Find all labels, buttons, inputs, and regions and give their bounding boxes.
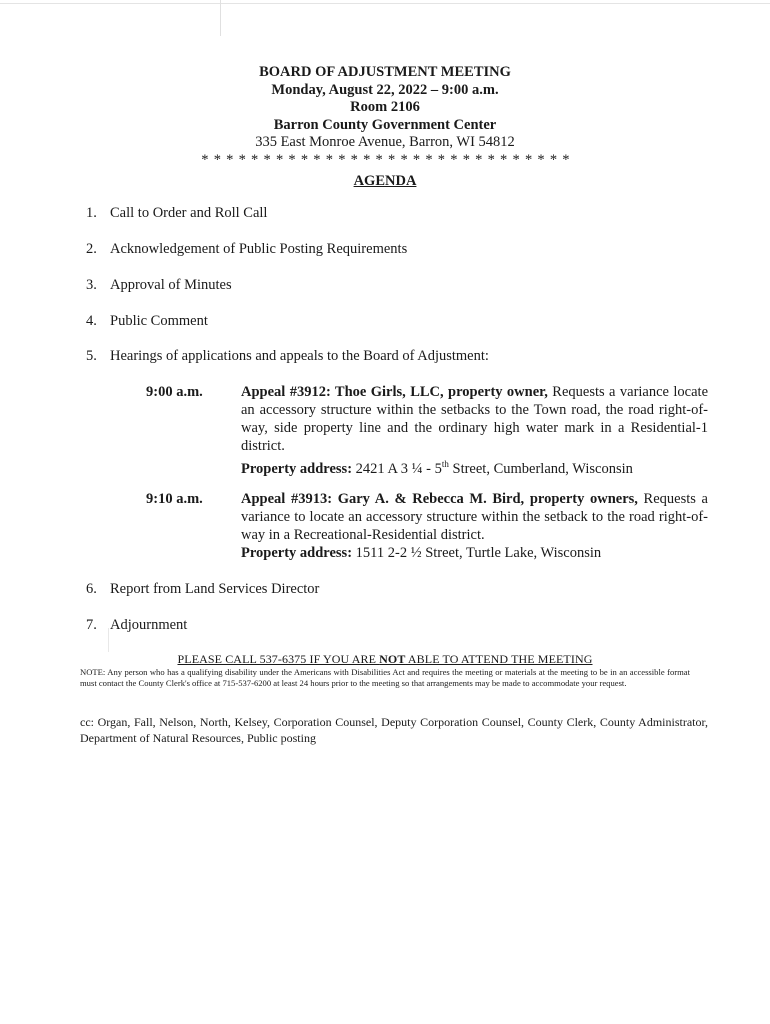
- hearing-text: Requests a variance locate an accessory structure within the setbacks to the Town road, the road right-of-way, side property line and the ordinary high water mark in a Residential-1 district.: [241, 384, 708, 454]
- item-number: 4.: [86, 313, 97, 329]
- property-value: 2421 A 3 ¼ - 5: [352, 460, 442, 477]
- hearing-entry: [146, 383, 708, 478]
- hearing-heading: Appeal #3912: Thoe Girls, LLC, property owner,: [241, 384, 548, 400]
- meeting-building: Barron County Government Center: [273, 116, 497, 133]
- scan-top-edge: [0, 3, 770, 4]
- item-text: Approval of Minutes: [110, 277, 232, 293]
- hearing-description: [241, 490, 708, 544]
- meeting-header: [0, 64, 770, 191]
- meeting-address: 335 East Monroe Avenue, Barron, WI 54812: [255, 134, 515, 150]
- item-text: Adjournment: [110, 617, 188, 633]
- property-address: [241, 455, 708, 478]
- hearing-time: 9:10 a.m.: [146, 491, 203, 507]
- property-address: [241, 544, 708, 562]
- hearing-description: [241, 383, 708, 455]
- item-number: 1.: [86, 205, 97, 221]
- agenda-item: [86, 347, 489, 365]
- ordinal-suffix: th: [441, 459, 449, 469]
- property-label: Property address:: [241, 460, 353, 477]
- property-value: 1511 2-2 ½ Street, Turtle Lake, Wisconsin: [352, 545, 602, 561]
- item-text: Acknowledgement of Public Posting Requirements: [110, 241, 408, 257]
- item-text: Report from Land Services Director: [110, 581, 320, 597]
- hearing-entry: [146, 490, 708, 562]
- scan-mark: [108, 628, 109, 652]
- item-number: 7.: [86, 617, 97, 633]
- meeting-room: Room 2106: [350, 99, 420, 115]
- agenda-heading: AGENDA: [353, 173, 417, 189]
- agenda-item: [86, 204, 267, 222]
- attendance-notice: [0, 652, 770, 667]
- meeting-title: BOARD OF ADJUSTMENT MEETING: [259, 64, 511, 80]
- meeting-date: Monday, August 22, 2022 – 9:00 a.m.: [271, 81, 499, 98]
- agenda-item: [86, 240, 407, 258]
- item-text: Hearings of applications and appeals to the Board of Adjustment:: [110, 348, 489, 364]
- notice-emphasis: NOT: [379, 652, 406, 666]
- item-number: 2.: [86, 241, 97, 257]
- scan-mark: [220, 0, 221, 36]
- notice-text-start: PLEASE CALL 537-6375 IF YOU ARE: [177, 652, 380, 666]
- item-number: 3.: [86, 277, 97, 293]
- agenda-item: [86, 276, 232, 294]
- star-divider: ******************************: [201, 151, 575, 168]
- item-text: Call to Order and Roll Call: [110, 205, 268, 221]
- item-number: 6.: [86, 581, 97, 597]
- hearing-heading: Appeal #3913: Gary A. & Rebecca M. Bird, property owners,: [241, 491, 638, 507]
- hearing-text: Requests a variance to locate an accessory structure within the setback to the road right-of-way in a Recreational-Residential district.: [241, 491, 708, 543]
- agenda-item: [86, 616, 187, 634]
- property-value-end: Street, Cumberland, Wisconsin: [448, 460, 633, 477]
- item-number: 5.: [86, 348, 97, 364]
- item-text: Public Comment: [110, 313, 208, 329]
- notice-text-end: ABLE TO ATTEND THE MEETING: [405, 652, 593, 666]
- hearing-time: 9:00 a.m.: [146, 384, 203, 400]
- cc-list: cc: Organ, Fall, Nelson, North, Kelsey, Corporation Counsel, Deputy Corporation Counsel, County Clerk, County Administrator, Department of Natural Resources, Public posting: [80, 715, 708, 745]
- property-label: Property address:: [241, 545, 353, 561]
- ada-note: NOTE: Any person who has a qualifying disability under the Americans with Disabilities Act and requires the meeting or materials at the meeting to be in an accessible format must contact the County Clerk's office at 715-537-6200 at least 24 hours prior to the meeting so that arrangements may be made to accommodate your request.: [80, 667, 690, 688]
- agenda-item: [86, 580, 319, 598]
- agenda-item: [86, 312, 208, 330]
